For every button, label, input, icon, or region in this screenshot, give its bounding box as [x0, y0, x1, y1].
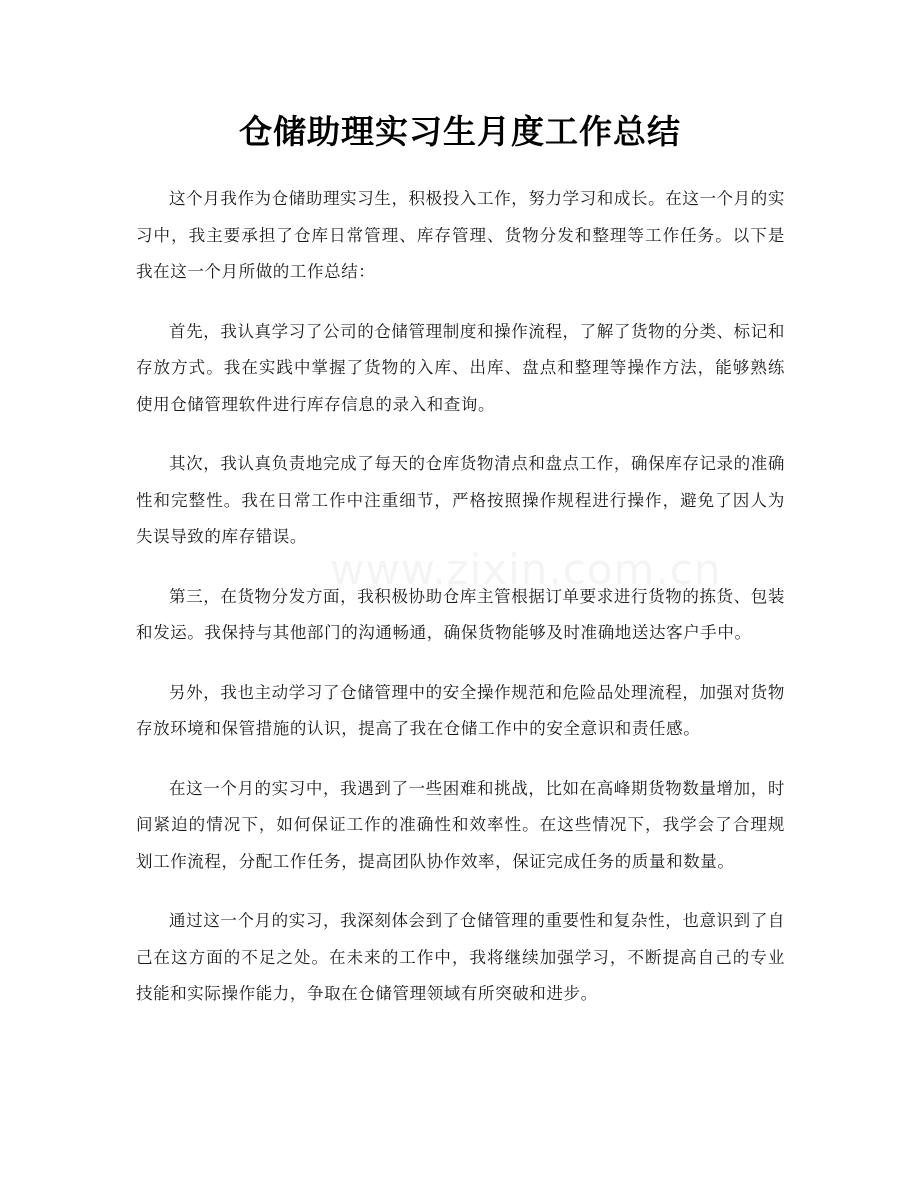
paragraph-second: 其次，我认真负责地完成了每天的仓库货物清点和盘点工作，确保库存记录的准确性和完整性。我在日常工作中注重细节，严格按照操作规程进行操作，避免了因人为失误导致的库存错误。 [136, 454, 785, 546]
paragraph-additional: 另外，我也主动学习了仓储管理中的安全操作规范和危险品处理流程，加强对货物存放环境和保管措施的认识，提高了我在仓储工作中的安全意识和责任感。 [136, 682, 785, 738]
paragraph-third: 第三，在货物分发方面，我积极协助仓库主管根据订单要求进行货物的拣货、包装和发运。我保持与其他部门的沟通畅通，确保货物能够及时准确地送达客户手中。 [136, 586, 785, 642]
paragraph-challenges: 在这一个月的实习中，我遇到了一些困难和挑战，比如在高峰期货物数量增加，时间紧迫的情况下，如何保证工作的准确性和效率性。在这些情况下，我学会了合理规划工作流程，分配工作任务，提高团队协作效率，保证完成任务的质量和数量。 [136, 778, 785, 871]
paragraph-conclusion: 通过这一个月的实习，我深刻体会到了仓储管理的重要性和复杂性，也意识到了自己在这方面的不足之处。在未来的工作中，我将继续加强学习，不断提高自己的专业技能和实际操作能力，争取在仓储管理领域有所突破和进步。 [136, 911, 785, 1003]
paragraph-first: 首先，我认真学习了公司的仓储管理制度和操作流程，了解了货物的分类、标记和存放方式。我在实践中掌握了货物的入库、出库、盘点和整理等操作方法，能够熟练使用仓储管理软件进行库存信息的录入和查询。 [136, 321, 785, 414]
watermark-text: www.zixin.com.cn [330, 545, 722, 594]
page-title: 仓储助理实习生月度工作总结 [239, 112, 681, 151]
paragraph-intro: 这个月我作为仓储助理实习生，积极投入工作，努力学习和成长。在这一个月的实习中，我主要承担了仓库日常管理、库存管理、货物分发和整理等工作任务。以下是我在这一个月所做的工作总结： [136, 189, 785, 281]
document-body [136, 181, 785, 1036]
